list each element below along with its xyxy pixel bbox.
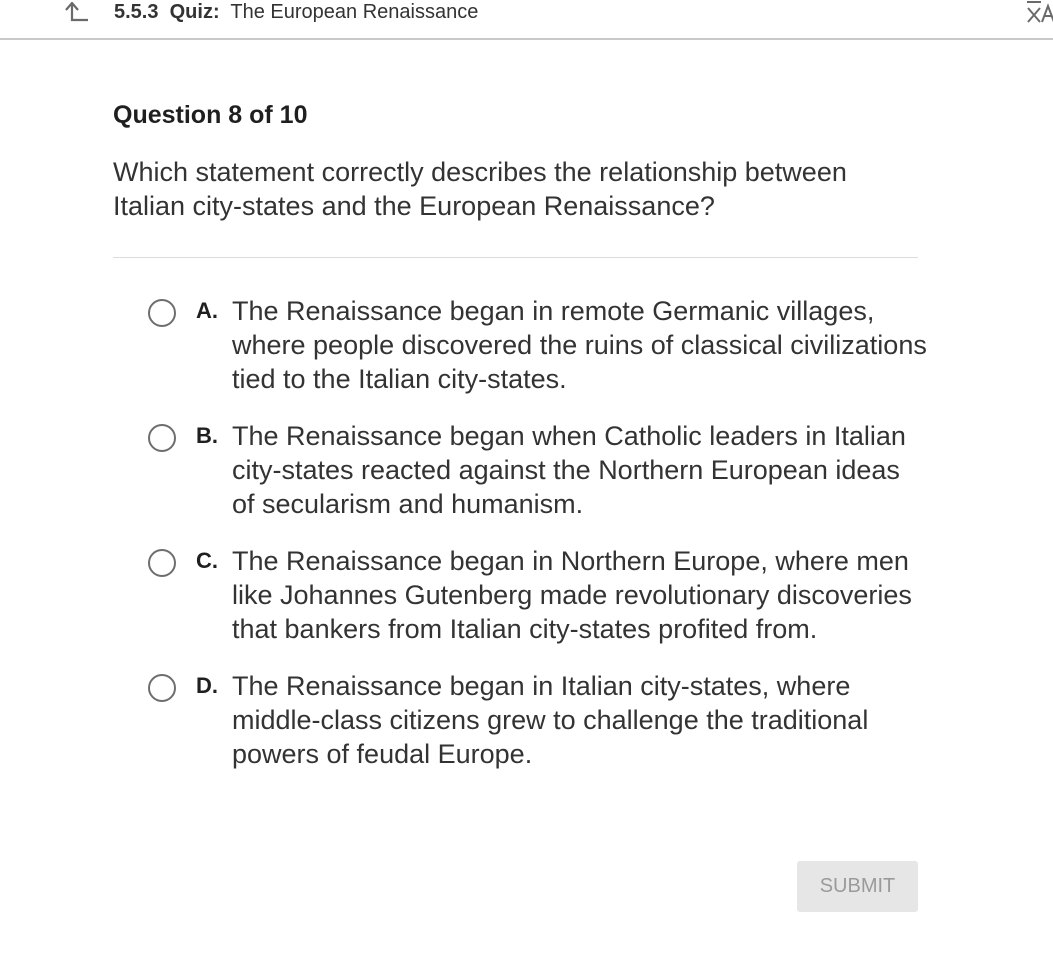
- quiz-title: [114, 0, 478, 24]
- quiz-kind: Quiz:: [169, 1, 220, 23]
- quiz-code: 5.5.3: [114, 1, 159, 23]
- question-text: Which statement correctly describes the relationship between Italian city-states and the European Renaissance?: [113, 157, 847, 221]
- answer-letter-b: B.: [196, 423, 218, 448]
- radio-button-b[interactable]: [148, 424, 176, 452]
- back-arrow-icon[interactable]: [62, 0, 90, 24]
- answer-text-a: The Renaissance began in remote Germanic villages, where people discovered the ruins of classical civilizations tied to the Italian city-states.: [232, 296, 927, 394]
- question-number: Question 8 of 10: [113, 101, 308, 129]
- quiz-header: [0, 0, 1053, 40]
- radio-button-c[interactable]: [148, 549, 176, 577]
- radio-button-d[interactable]: [148, 674, 176, 702]
- answer-option-c[interactable]: [148, 544, 928, 646]
- answer-option-d[interactable]: [148, 669, 928, 771]
- answer-text-b: The Renaissance began when Catholic leaders in Italian city-states reacted against the Northern European ideas of secularism and humanism.: [232, 421, 906, 519]
- answer-text-c: The Renaissance began in Northern Europe, where men like Johannes Gutenberg made revolutionary discoveries that bankers from Italian city-states profited from.: [232, 546, 912, 644]
- answer-option-b[interactable]: [148, 419, 928, 521]
- answer-letter-d: D.: [196, 673, 218, 698]
- divider: [113, 257, 918, 258]
- answer-letter-c: C.: [196, 548, 218, 573]
- submit-button[interactable]: SUBMIT: [797, 861, 918, 912]
- quiz-name: The European Renaissance: [230, 1, 479, 23]
- answer-list: [148, 294, 928, 794]
- answer-letter-a: A.: [196, 298, 218, 323]
- answer-text-d: The Renaissance began in Italian city-states, where middle-class citizens grew to challenge the traditional powers of feudal Europe.: [232, 671, 869, 769]
- answer-option-a[interactable]: [148, 294, 928, 396]
- radio-button-a[interactable]: [148, 299, 176, 327]
- translate-icon[interactable]: [1022, 0, 1053, 26]
